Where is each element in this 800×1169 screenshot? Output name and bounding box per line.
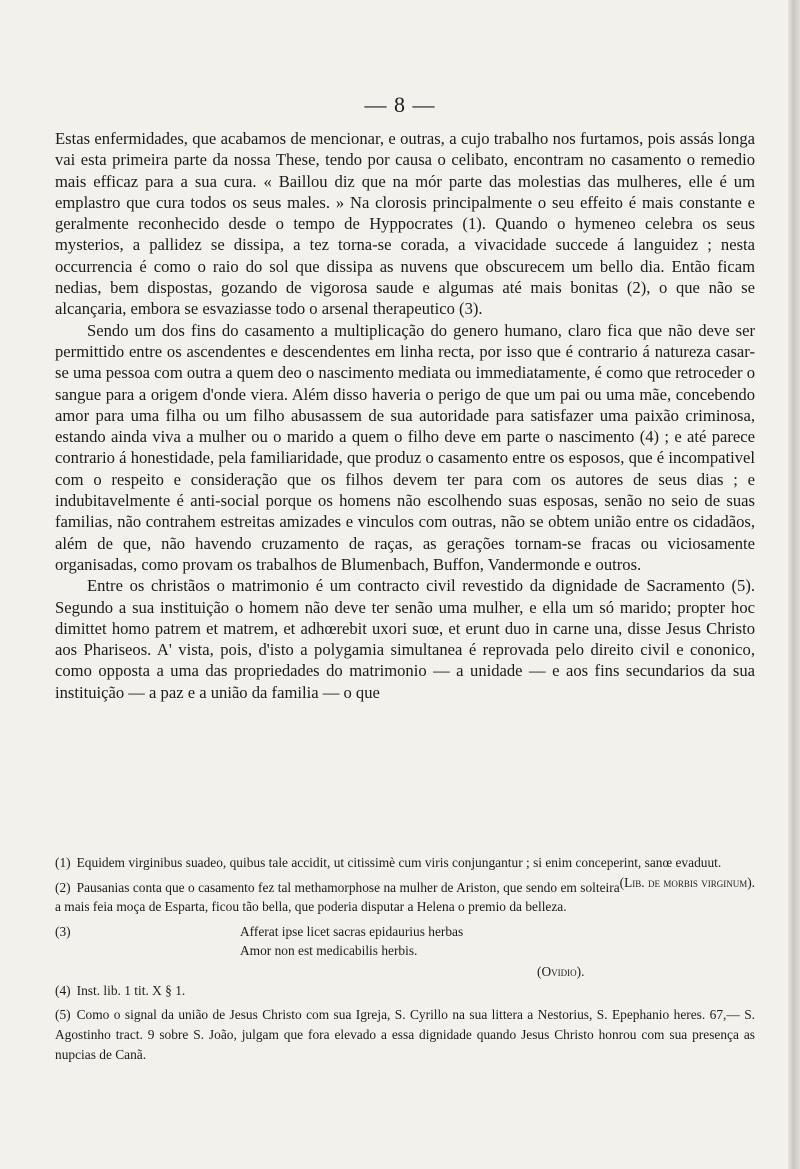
footnote-verse-line: Amor non est medicabilis herbis. bbox=[240, 942, 418, 958]
paragraph: Entre os christãos o matrimonio é um contracto civil revestido da dignidade de Sacramento (5). Segundo a sua instituição o homem não deve ter senão uma mulher, e ella um só marido; propter hoc dimittet homo patrem et matrem, et adhœrebit uxori suœ, et erunt duo in carne una, disse Jesus Christo aos Phariseos. A' vista, pois, d'isto a polygamia simultanea é reprovada pelo direito civil e cononico, como opposta a uma das propriedades do matrimonio — a unidade — e aos fins secundarios da sua instituição — a paz e a união da familia — o que bbox=[55, 576, 755, 702]
footnote-source: (Lib. de morbis virginum). bbox=[619, 874, 755, 890]
footnotes bbox=[55, 853, 755, 1064]
footnote-4 bbox=[55, 981, 755, 1001]
footnote-ref: (4) bbox=[55, 982, 71, 998]
paragraph: Estas enfermidades, que acabamos de mencionar, e outras, a cujo trabalho nos furtamos, pois assás longa vai esta primeira parte da nossa These, tendo por causa o celibato, encontram no casamento o remedio mais efficaz para a sua cura. « Baillou diz que na mór parte das molestias das mulheres, elle é um emplastro que cura todos os seus males. » Na clorosis principalmente o seu effeito é mais constante e geralmente reconhecido desde o tempo de Hyppocrates (1). Quando o hymeneo celebra os seus mysterios, a pallidez se dissipa, a tez torna-se corada, a vivacidade succede á languidez ; nesta occurrencia é como o raio do sol que dissipa as nuvens que obscurecem um bello dia. Então ficam nedias, bem dispostas, gozando de vigorosa saude e algumas até mais bonitas (2), o que não se alcançaria, embora se esvaziasse todo o arsenal therapeutico (3). bbox=[55, 129, 755, 319]
footnote-3 bbox=[55, 922, 755, 981]
footnote-ref: (5) bbox=[55, 1007, 71, 1023]
footnote-ref: (3) bbox=[55, 923, 71, 939]
footnote-source: (Ovidio). bbox=[537, 963, 585, 979]
page-edge-shadow bbox=[788, 0, 800, 1169]
page-number: — 8 — bbox=[364, 92, 436, 117]
footnote-text: Inst. lib. 1 tit. X § 1. bbox=[76, 982, 186, 998]
footnote-1 bbox=[55, 853, 755, 890]
footnote-verse-line: Afferat ipse licet sacras epidaurius herbas bbox=[240, 923, 464, 939]
footnote-ref: (2) bbox=[55, 879, 71, 895]
footnote-ref: (1) bbox=[55, 855, 71, 870]
footnote-text: Equidem virginibus suadeo, quibus tale accidit, ut citissimè cum viris conjungantur ; si enim conceperint, sanœ evaduut. bbox=[76, 855, 722, 870]
footnote-text: Pausanias conta que o casamento fez tal methamorphose na mulher de Ariston, que sendo em solteira a mais feia moça de Esparta, ficou tão bella, que poderia disputar a Helena o premio da belleza. bbox=[55, 879, 620, 915]
footnote-text: Como o signal da união de Jesus Christo com sua Igreja, S. Cyrillo na sua littera a Nestorius, S. Epephanio heres. 67,— S. Agostinho tract. 9 sobre S. João, julgam que fora elevado a essa dignidade quando Jesus Christo honrou com sua presença as nupcias de Canã. bbox=[55, 1007, 755, 1062]
footnote-5 bbox=[55, 1005, 755, 1064]
paragraph: Sendo um dos fins do casamento a multiplicação do genero humano, claro fica que não deve ser permittido entre os ascendentes e descendentes em linha recta, por isso que é contrario á natureza casar-se uma pessoa com outra a quem deo o nascimento mediata ou immediatamente, é como que retroceder o sangue para a origem d'onde viera. Além disso haveria o perigo de que um pai ou uma mãe, concebendo amor para uma filha ou um filho abusassem de sua autoridade para satisfazer uma paixão criminosa, estando ainda viva a mulher ou o marido a quem o filho deve em parte o nascimento (4) ; e até parece contrario á honestidade, pela familiaridade, que produz o casamento entre os esposos, que é incompativel com o respeito e consideração que os filhos devem ter para com os autores de seus dias ; e indubitavelmente é anti-social porque os homens não escolhendo suas esposas, senão no seio de suas familias, não contrahem estreitas amizades e vinculos com outras, não se obtem união entre os cidadãos, além de que, não havendo cruzamento de raças, as gerações tornam-se fracas ou viciosamente organisadas, como provam os trabalhos de Blumenbach, Buffon, Vandermonde e outros. bbox=[55, 320, 755, 574]
main-text bbox=[55, 128, 755, 703]
